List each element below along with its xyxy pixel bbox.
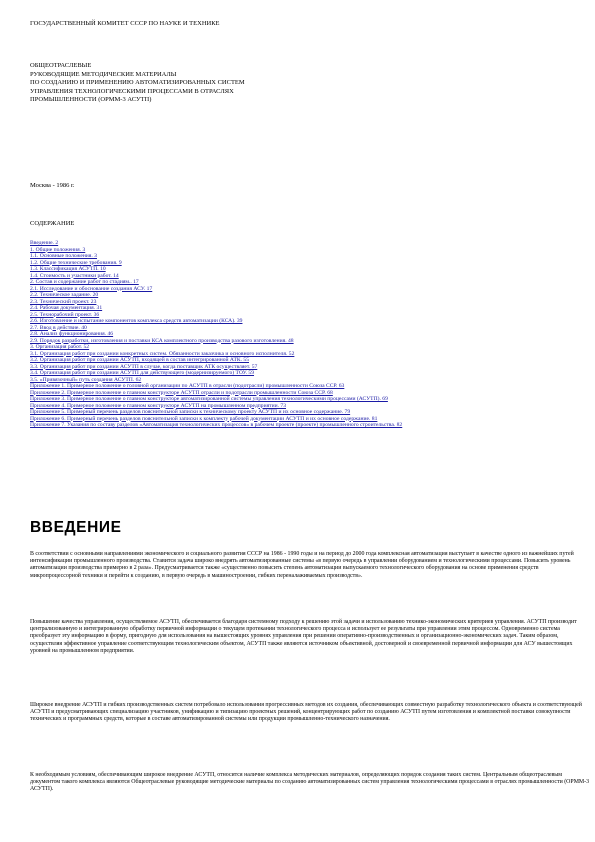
toc-link[interactable]: Приложение 4. Примерное положение о главном конструкторе АСУТП на промышленном предприятии. 73 <box>30 402 286 409</box>
toc-link[interactable]: 2.3. Технический проект. 23 <box>30 298 97 305</box>
toc-link[interactable]: 3.4. Организация работ при создании АСУТП для действующего (модернизируемого) ТОУ. 59 <box>30 370 255 376</box>
city-year: Москва - 1986 г. <box>30 182 75 189</box>
toc-link[interactable]: Приложение 3. Примерное положение о главном конструкторе автоматизированной системы управления технологическими процессами (АСУТП). 69 <box>30 396 388 402</box>
toc-link[interactable]: 1.1. Основные положения. 3 <box>30 253 97 259</box>
toc-link[interactable]: Приложение 7. Указания по составу разделов «Автоматизация технологических процессов» в рабочем проекте (проекте) промышленного строительства. 82 <box>30 422 403 428</box>
toc-link[interactable]: 1.3. Классификация АСУТП. 10 <box>30 266 106 272</box>
body-paragraph: В соответствии с основными направлениями экономического и социального развития СССР на 1986 - 1990 годы и на период до 2000 года комплексная автоматизация выступает в качестве одного из важнейших путей интенсификации промышленного производства. Ставится задача широко внедрять автоматизированные системы «в первую очередь в управлении оборудованием и технологическими процессами. Повысить уровень автоматизации производства примерно в 2 раза». Предусматривается также «существенно повысить степень автоматизации выпускаемого технологического оборудования на основе применения средств микропроцессорной техники и перейти к созданию, в первую очередь в машиностроении, гибких переналаживаемых производств». <box>30 551 574 579</box>
body-paragraph: Повышение качества управления, осуществляемое АСУТП, обеспечивается благодаря системному подходу к решению этой задачи и использованию технико-экономических критериев управления. АСУТП производит централизованную и интегрированную обработку первичной информации о текущем протекании технологического процесса и использует ее результаты при управлении этим процессом. Одновременно система преобразует эту информацию в форму, пригодную для использования на вышестоящих уровнях управления при решении оперативно-производственных и организационно-экономических задач. Таким образом, осуществляя эффективное управление соответствующим технологическим объектом, АСУТП также являются источником объективной, достоверной и своевременной первичной информации для АСУ вышестоящих уровней на промышленном предприятии. <box>30 619 577 654</box>
toc-link[interactable]: Введение. 2 <box>30 240 59 246</box>
toc-link[interactable]: Приложение 1. Примерное положение о головной организации по АСУТП в отрасли (подотрасли) промышленности Союза ССР. 63 <box>30 383 345 389</box>
toc-link[interactable]: 3. Организация работ. 52 <box>30 344 90 350</box>
toc-link[interactable]: 3.1. Организация работ при создании конкретных систем. Обязанности заказчика и основного исполнителя. 52 <box>30 350 295 357</box>
title-line: РУКОВОДЯЩИЕ МЕТОДИЧЕСКИЕ МАТЕРИАЛЫ <box>30 70 177 78</box>
title-line: ПРОМЫШЛЕННОСТИ (ОРММ-3 АСУТП) <box>30 96 152 104</box>
title-line: ОБЩЕОТРАСЛЕВЫЕ <box>30 62 92 69</box>
table-of-contents <box>30 240 590 429</box>
toc-link[interactable]: Приложение 5. Примерный перечень разделов пояснительной записки к техническому проекту АСУТП и их основное содержание. 79 <box>30 409 351 415</box>
toc-link[interactable]: 2.6. Изготовление и испытание компонентов комплекса средств автоматизации (КСА). 39 <box>30 318 243 324</box>
toc-link[interactable]: 2.7. Ввод в действие. 40 <box>30 324 87 331</box>
body-paragraph: Широкое внедрение АСУТП и гибких производственных систем потребовало использования прогрессивных методов их создания, обеспечивающих совместную разработку технологического объекта и соответствующей АСУТП и предусматривающих специализацию участников, унификацию и типизацию проектных решений, концентрирующих работ по созданию АСУТП путем изготовления и комплектной поставки совокупности технических и программных средств, которые в составе автоматизированной системы или продукции промышленно-технического назначения. <box>30 702 582 723</box>
toc-link[interactable]: 2.5. Технорабочий проект. 36 <box>30 311 100 318</box>
toc-link[interactable]: 1.2. Общие технические требования. 9 <box>30 259 122 266</box>
section-heading: ВВЕДЕНИЕ <box>30 519 122 536</box>
toc-link[interactable]: Приложение 2. Примерное положение о главном конструкторе АСУТП отрасли и подотрасли промышленности Союза ССР. 68 <box>30 389 333 396</box>
title-line: ПО СОЗДАНИЮ И ПРИМЕНЕНИЮ АВТОМАТИЗИРОВАННЫХ СИСТЕМ <box>30 79 245 87</box>
toc-link[interactable]: Приложение 6. Примерный перечень разделов пояснительной записки к комплекту рабочей документации АСУТП и их основное содержание. 81 <box>30 415 378 422</box>
toc-link[interactable]: 3.5. «Привязочный» путь создания АСУТП. 62 <box>30 376 142 383</box>
organization-name: ГОСУДАРСТВЕННЫЙ КОМИТЕТ СССР ПО НАУКЕ И ТЕХНИКЕ <box>30 20 220 27</box>
toc-link[interactable]: 1. Общие положения. 3 <box>30 246 86 253</box>
toc-link[interactable]: 2.9. Порядок разработки, изготовления и поставки КСА комплектного производства разового изготовления. 48 <box>30 337 294 344</box>
document-title <box>30 62 245 105</box>
title-line: УПРАВЛЕНИЯ ТЕХНОЛОГИЧЕСКИМИ ПРОЦЕССАМИ В ОТРАСЛЯХ <box>30 87 234 95</box>
toc-link[interactable]: 1.4. Стоимость и участники работ. 14 <box>30 272 119 279</box>
toc-link[interactable]: 2.2. Техническое задание. 20 <box>30 292 99 298</box>
contents-heading: СОДЕРЖАНИЕ <box>30 220 75 227</box>
toc-link[interactable]: 2.8. Анализ функционирования. 46 <box>30 331 114 337</box>
body-paragraph: К необходимым условиям, обеспечивающим широкое внедрение АСУТП, относится наличие комплекса методических материалов, определяющих порядок создания таких систем. Центральным общеотраслевым документом такого комплекса являются Общеотраслевые руководящие методические материалы по созданию автоматизированных систем управления технологическими процессами в отраслях промышленности (ОРММ-3 АСУТП). <box>30 772 590 793</box>
toc-link[interactable]: 2.4. Рабочая документация. 31 <box>30 305 103 311</box>
toc-link[interactable]: 3.3. Организация работ при создании АСУТП в случае, когда поставщик АТК осуществляет. 57 <box>30 363 258 370</box>
toc-link[interactable]: 3.2. Организация работ при создании АСУТП, входящей в состав интегрированной АТК. 55 <box>30 357 249 363</box>
toc-link[interactable]: 2. Состав и содержание работ по стадиям.. 17 <box>30 279 139 285</box>
toc-link[interactable]: 2.1. Исследование и обоснование создания АСУ. 17 <box>30 285 153 292</box>
